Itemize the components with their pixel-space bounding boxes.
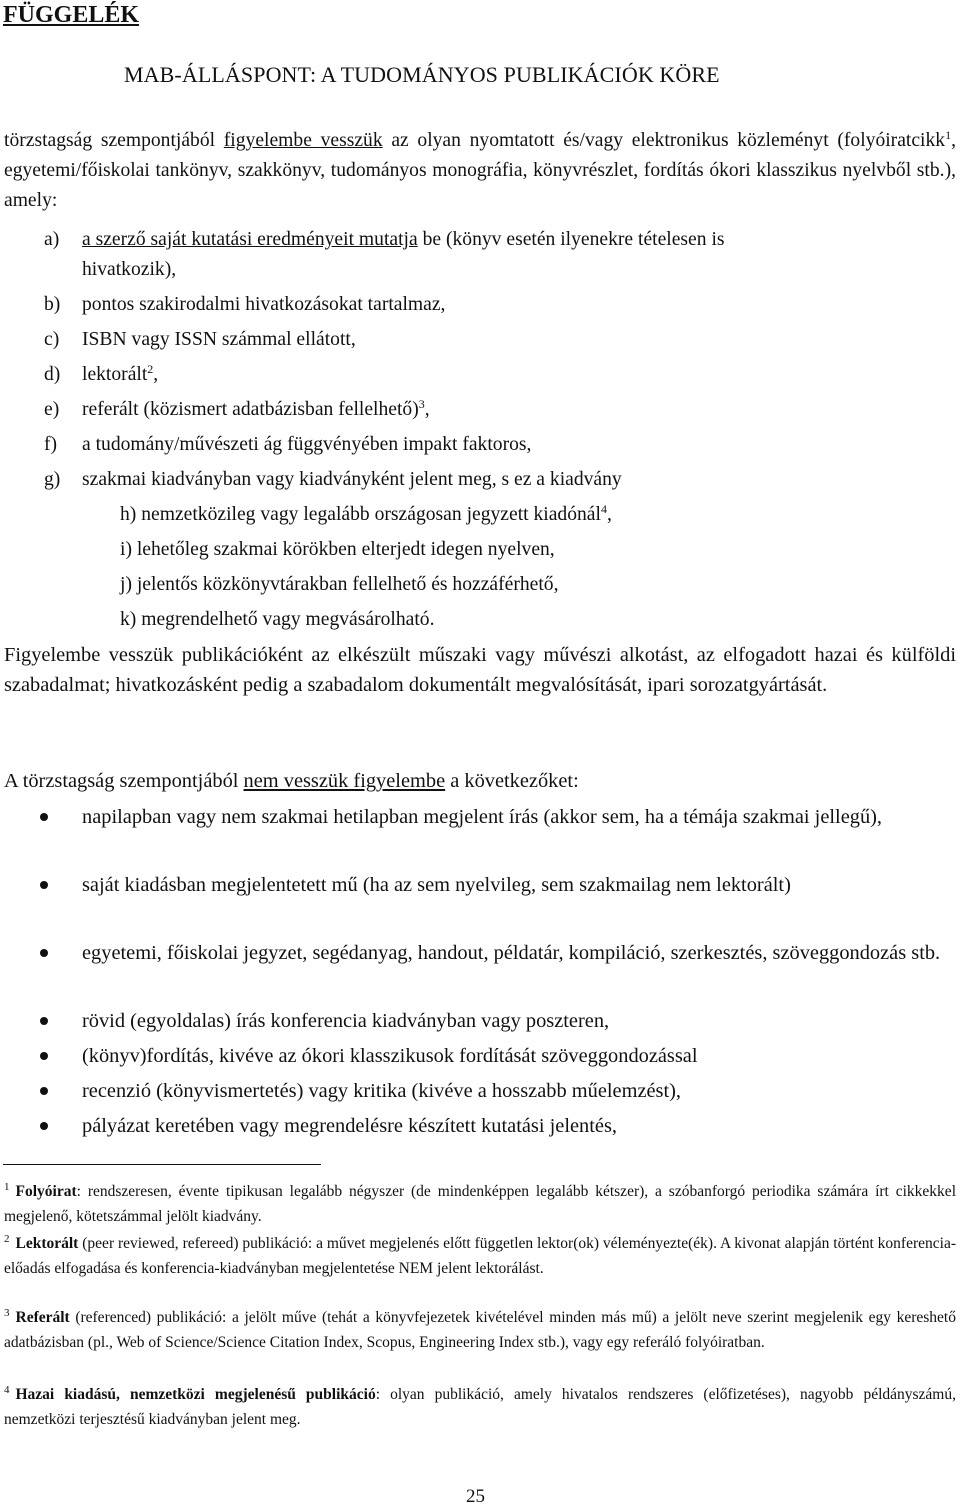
footnote-ref-2: 2 xyxy=(147,362,154,376)
bullet-icon xyxy=(40,1017,48,1025)
excluded-item: napilapban vagy nem szakmai hetilapban megjelent írás (akkor sem, ha a témája szakmai jellegű), xyxy=(82,806,883,828)
footnote-1: $^1$ Folyóirat: rendszeresen, évente tipikusan legalább négyszer (de mindenképpen legalább kétszer), a szóbanforgó periodika számára írt cikkekkel megjelenő, kötetszámmal jelölt kiadvány. xyxy=(4,1181,956,1225)
intro-paragraph: törzstagság szempontjából figyelembe vesszük az olyan nyomtatott és/vagy elektronikus közleményt (folyóiratcikk$^1$, egyetemi/főiskolai tankönyv, szakkönyv, tudományos monográfia, könyvrészlet, fordítás ókori klasszikus nyelvből stb.), amely: xyxy=(4,128,956,211)
footnote-ref-3: 3 xyxy=(418,397,425,411)
criterion-i: i) lehetőleg szakmai körökben elterjedt idegen nyelven, xyxy=(120,539,555,560)
criterion-e: e) referált (közismert adatbázisban fellelhető)$^3$, xyxy=(44,397,430,420)
excluded-item: saját kiadásban megjelentetett mű (ha az sem nyelvileg, sem szakmailag nem lektorált) xyxy=(82,874,791,896)
footnote-4: $^4$ Hazai kiadású, nemzetközi megjelenésű publikáció: olyan publikáció, amely hivatalos rendszeres (előfizetéses), nagyobb példányszámú, nemzetközi terjesztésű kiadványban jelent meg. xyxy=(4,1384,956,1428)
bullet-icon xyxy=(40,881,48,889)
footnote-2: $^2$ Lektorált (peer reviewed, refereed) publikáció: a művet megjelenés előtt független lektor(ok) véleményezte(ék). A kivonat alapján történt konferencia-előadás elfogadása és konferencia-kiadványban megjelentetése NEM jelent lektorálást. xyxy=(4,1233,956,1277)
page-subtitle: MAB-ÁLLÁSPONT: A TUDOMÁNYOS PUBLIKÁCIÓK KÖRE xyxy=(124,62,720,87)
criterion-c: c) ISBN vagy ISSN számmal ellátott, xyxy=(44,329,356,350)
criterion-j: j) jelentős közkönyvtárakban fellelhető és hozzáférhető, xyxy=(120,574,559,595)
excluded-item: rövid (egyoldalas) írás konferencia kiadványban vagy poszteren, xyxy=(82,1010,610,1032)
criterion-a-continued: hivatkozik), xyxy=(82,259,177,280)
criterion-b: b) pontos szakirodalmi hivatkozásokat tartalmaz, xyxy=(44,294,446,315)
bullet-icon xyxy=(40,813,48,821)
excluded-intro: A törzstagság szempontjából nem vesszük figyelembe a következőket: xyxy=(4,770,579,792)
bullet-icon xyxy=(40,949,48,957)
criterion-f: f) a tudomány/művészeti ág függvényében impakt faktoros, xyxy=(44,434,532,455)
underlined-considered: figyelembe vesszük xyxy=(223,130,383,151)
footnote-3: $^3$ Referált (referenced) publikáció: a jelölt műve (tehát a könyvfejezetek kivételével minden más mű) a jelölt neve szerint megjelenik egy kereshető adatbázisban (pl., Web of Science/Science Citation Index, Scopus, Engineering Index stb.), vagy egy referáló folyóiratban. xyxy=(4,1307,956,1351)
criterion-h: h) nemzetközileg vagy legalább országosan jegyzett kiadónál$^4$, xyxy=(120,502,612,525)
bullet-icon xyxy=(40,1087,48,1095)
criterion-k: k) megrendelhető vagy megvásárolható. xyxy=(120,609,435,630)
excluded-item: egyetemi, főiskolai jegyzet, segédanyag, handout, példatár, kompiláció, szerkesztés, szöveggondozás stb. xyxy=(82,942,941,964)
excluded-item: (könyv)fordítás, kivéve az ókori klasszikusok fordítását szöveggondozással xyxy=(82,1045,698,1067)
page-number: 25 xyxy=(466,1486,485,1507)
footnote-separator xyxy=(3,1164,321,1165)
excluded-item: recenzió (könyvismertetés) vagy kritika (kivéve a hosszabb műelemzést), xyxy=(82,1080,682,1102)
considered-paragraph: Figyelembe vesszük publikációként az elkészült műszaki vagy művészi alkotást, az elfogadott hazai és külföldi szabadalmat; hivatkozásként pedig a szabadalom dokumentált megvalósítását, ipari sorozatgyártását. xyxy=(4,644,956,696)
bullet-icon xyxy=(40,1052,48,1060)
criterion-a: a) a szerző saját kutatási eredményeit mutatja be (könyv esetén ilyenekre tételesen is xyxy=(44,229,725,250)
appendix-heading: FÜGGELÉK xyxy=(3,2,140,28)
underlined-not-considered: nem vesszük figyelembe xyxy=(243,770,446,792)
bullet-icon xyxy=(40,1122,48,1130)
criterion-g: g) szakmai kiadványban vagy kiadványként jelent meg, s ez a kiadvány xyxy=(44,469,622,490)
footnote-ref-4: 4 xyxy=(600,502,607,516)
excluded-item: pályázat keretében vagy megrendelésre készített kutatási jelentés, xyxy=(82,1115,618,1137)
criterion-d: d) lektorált$^2$, xyxy=(44,362,159,385)
footnote-ref-1: 1 xyxy=(945,128,952,142)
